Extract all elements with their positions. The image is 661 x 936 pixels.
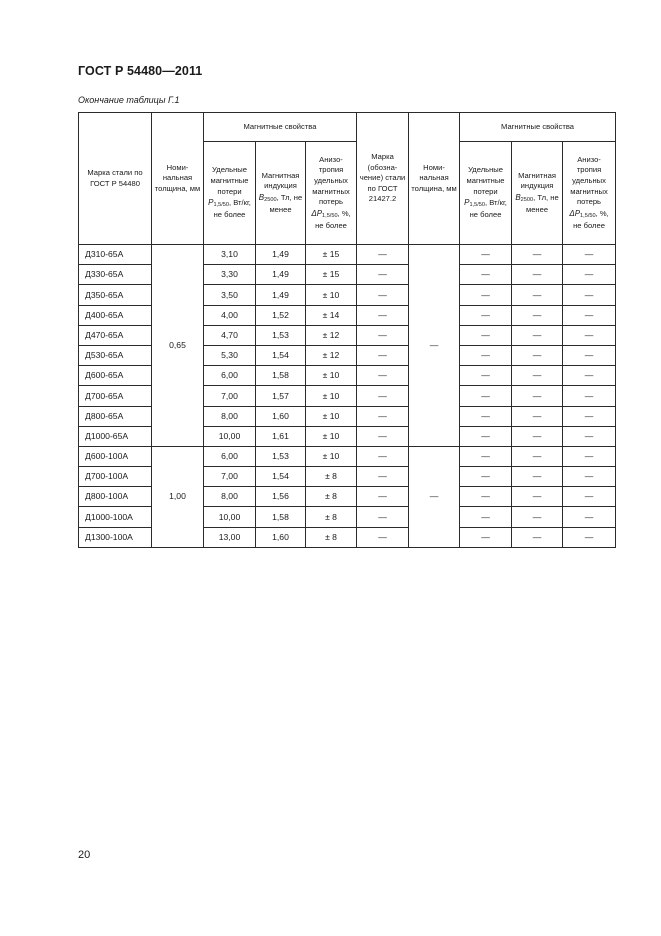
cell-anisotropy: ± 10 [306,366,357,386]
cell-anisotropy: ± 15 [306,245,357,265]
header-ref-specific-loss [460,142,512,245]
cell-ref-induction: — [512,487,563,507]
cell-induction: 1,61 [256,426,306,446]
cell-anisotropy: ± 10 [306,406,357,426]
document-title: ГОСТ Р 54480—2011 [78,64,203,78]
cell-induction: 1,49 [256,265,306,285]
cell-anisotropy: ± 12 [306,325,357,345]
cell-ref-induction: — [512,386,563,406]
header-induction-subscript: 2500 [264,196,277,203]
cell-anisotropy: ± 8 [306,527,357,547]
cell-ref-anisotropy: — [563,386,616,406]
cell-ref-induction: — [512,245,563,265]
header-anisotropy-symbol: ΔP [311,208,323,218]
cell-ref-grade: — [357,527,409,547]
cell-ref-grade: — [357,487,409,507]
cell-ref-loss: — [460,467,512,487]
cell-induction: 1,53 [256,446,306,466]
header-ref-anisotropy-unit: , %, не более [573,208,609,230]
cell-induction: 1,60 [256,527,306,547]
cell-anisotropy: ± 8 [306,487,357,507]
header-ref-specific-loss-text: Удельные магнитные потери [466,165,505,196]
cell-ref-induction: — [512,325,563,345]
cell-ref-grade: — [357,406,409,426]
header-ref-specific-loss-symbol: P [464,198,470,208]
cell-grade: Д700-100А [79,467,152,487]
header-ref-grade: Марка (обозна-чение) стали по ГОСТ 21427.2 [357,113,409,245]
cell-ref-anisotropy: — [563,467,616,487]
cell-ref-grade: — [357,507,409,527]
cell-ref-anisotropy: — [563,285,616,305]
header-ref-magnetic-properties: Магнитные свойства [460,113,616,142]
cell-anisotropy: ± 10 [306,426,357,446]
header-anisotropy [306,142,357,245]
cell-loss: 10,00 [204,426,256,446]
header-induction-unit: , Тл, не менее [269,192,303,214]
cell-induction: 1,49 [256,285,306,305]
header-induction-text: Магнитная индукция [261,170,300,191]
cell-grade: Д600-100А [79,446,152,466]
header-anisotropy-text: Анизо-тропия удельных магнитных потерь [312,154,350,207]
cell-ref-induction: — [512,265,563,285]
cell-anisotropy: ± 8 [306,467,357,487]
cell-loss: 3,10 [204,245,256,265]
table-caption: Окончание таблицы Г.1 [78,95,180,105]
cell-ref-thickness-065: — [409,245,460,447]
cell-grade: Д330-65А [79,265,152,285]
cell-ref-induction: — [512,345,563,365]
cell-grade: Д1000-65А [79,426,152,446]
cell-loss: 3,50 [204,285,256,305]
cell-ref-induction: — [512,285,563,305]
cell-anisotropy: ± 14 [306,305,357,325]
cell-grade: Д310-65А [79,245,152,265]
cell-ref-grade: — [357,285,409,305]
cell-ref-induction: — [512,527,563,547]
header-ref-induction-unit: , Тл, не менее [525,192,559,214]
header-ref-anisotropy [563,142,616,245]
cell-loss: 5,30 [204,345,256,365]
cell-thickness-065: 0,65 [152,245,204,447]
cell-ref-induction: — [512,467,563,487]
header-thickness: Номи-нальная толщина, мм [152,113,204,245]
header-anisotropy-unit: , %, не более [315,208,351,230]
cell-loss: 7,00 [204,467,256,487]
cell-ref-grade: — [357,245,409,265]
header-anisotropy-subscript: 1,5/50 [322,212,338,219]
cell-induction: 1,57 [256,386,306,406]
header-induction [256,142,306,245]
cell-ref-anisotropy: — [563,366,616,386]
page-number: 20 [78,849,91,861]
cell-ref-loss: — [460,366,512,386]
cell-grade: Д470-65А [79,325,152,345]
cell-ref-loss: — [460,507,512,527]
cell-ref-grade: — [357,426,409,446]
cell-grade: Д1300-100А [79,527,152,547]
cell-anisotropy: ± 8 [306,507,357,527]
cell-ref-anisotropy: — [563,446,616,466]
cell-ref-anisotropy: — [563,325,616,345]
header-ref-induction-text: Магнитная индукция [518,170,556,191]
cell-ref-anisotropy: — [563,426,616,446]
cell-induction: 1,53 [256,325,306,345]
table-row [79,245,616,265]
cell-ref-loss: — [460,265,512,285]
cell-ref-grade: — [357,305,409,325]
cell-grade: Д800-100А [79,487,152,507]
cell-loss: 6,00 [204,446,256,466]
cell-induction: 1,58 [256,366,306,386]
header-ref-anisotropy-symbol: ΔP [569,208,581,218]
cell-ref-grade: — [357,345,409,365]
cell-induction: 1,49 [256,245,306,265]
header-ref-anisotropy-text: Анизо-тропия удельных магнитных потерь [570,154,608,207]
cell-grade: Д350-65А [79,285,152,305]
cell-grade: Д1000-100А [79,507,152,527]
cell-ref-grade: — [357,265,409,285]
cell-ref-loss: — [460,245,512,265]
cell-ref-induction: — [512,406,563,426]
cell-ref-grade: — [357,366,409,386]
cell-grade: Д600-65А [79,366,152,386]
cell-ref-anisotropy: — [563,345,616,365]
cell-induction: 1,60 [256,406,306,426]
steel-properties-table [78,112,616,548]
cell-ref-grade: — [357,325,409,345]
cell-anisotropy: ± 10 [306,285,357,305]
cell-loss: 3,30 [204,265,256,285]
cell-grade: Д530-65А [79,345,152,365]
cell-ref-anisotropy: — [563,527,616,547]
cell-ref-loss: — [460,527,512,547]
header-ref-anisotropy-subscript: 1,5/50 [580,212,596,219]
cell-ref-loss: — [460,406,512,426]
header-specific-loss-symbol: P [208,198,214,208]
cell-ref-grade: — [357,386,409,406]
header-ref-thickness: Номи-нальная толщина, мм [409,113,460,245]
cell-ref-thickness-100: — [409,446,460,547]
header-ref-induction-symbol: B [515,192,521,202]
cell-induction: 1,52 [256,305,306,325]
cell-ref-grade: — [357,446,409,466]
header-ref-induction-subscript: 2500 [520,196,534,203]
cell-loss: 4,00 [204,305,256,325]
header-ref-specific-loss-unit: , Вт/кг, не более [469,198,507,220]
header-ref-specific-loss-subscript: 1,5/50 [469,202,486,209]
cell-ref-anisotropy: — [563,265,616,285]
cell-induction: 1,56 [256,487,306,507]
cell-grade: Д800-65А [79,406,152,426]
cell-grade: Д700-65А [79,386,152,406]
cell-induction: 1,54 [256,345,306,365]
cell-ref-induction: — [512,507,563,527]
cell-grade: Д400-65А [79,305,152,325]
cell-thickness-100: 1,00 [152,446,204,547]
cell-ref-anisotropy: — [563,245,616,265]
cell-ref-induction: — [512,366,563,386]
cell-ref-loss: — [460,487,512,507]
cell-ref-loss: — [460,426,512,446]
header-ref-induction [512,142,563,245]
cell-ref-loss: — [460,386,512,406]
cell-loss: 8,00 [204,487,256,507]
cell-induction: 1,58 [256,507,306,527]
cell-ref-anisotropy: — [563,406,616,426]
cell-anisotropy: ± 12 [306,345,357,365]
cell-loss: 10,00 [204,507,256,527]
cell-induction: 1,54 [256,467,306,487]
header-specific-loss [204,142,256,245]
cell-ref-loss: — [460,325,512,345]
cell-anisotropy: ± 10 [306,446,357,466]
cell-ref-loss: — [460,345,512,365]
cell-anisotropy: ± 15 [306,265,357,285]
header-specific-loss-text: Удельные магнитные потери [210,165,249,196]
cell-ref-anisotropy: — [563,507,616,527]
cell-anisotropy: ± 10 [306,386,357,406]
cell-ref-induction: — [512,446,563,466]
cell-ref-anisotropy: — [563,487,616,507]
cell-loss: 8,00 [204,406,256,426]
cell-ref-grade: — [357,467,409,487]
header-induction-symbol: B [258,192,265,202]
cell-loss: 6,00 [204,366,256,386]
header-specific-loss-subscript: 1,5/50 [213,202,229,209]
cell-ref-anisotropy: — [563,305,616,325]
cell-ref-induction: — [512,426,563,446]
table-row [79,446,616,466]
cell-ref-loss: — [460,305,512,325]
cell-loss: 13,00 [204,527,256,547]
cell-ref-loss: — [460,285,512,305]
cell-ref-induction: — [512,305,563,325]
cell-loss: 7,00 [204,386,256,406]
cell-loss: 4,70 [204,325,256,345]
cell-ref-loss: — [460,446,512,466]
header-grade: Марка стали по ГОСТ Р 54480 [79,113,152,245]
header-magnetic-properties: Магнитные свойства [204,113,357,142]
header-specific-loss-unit: , Вт/кг, не более [213,198,251,220]
